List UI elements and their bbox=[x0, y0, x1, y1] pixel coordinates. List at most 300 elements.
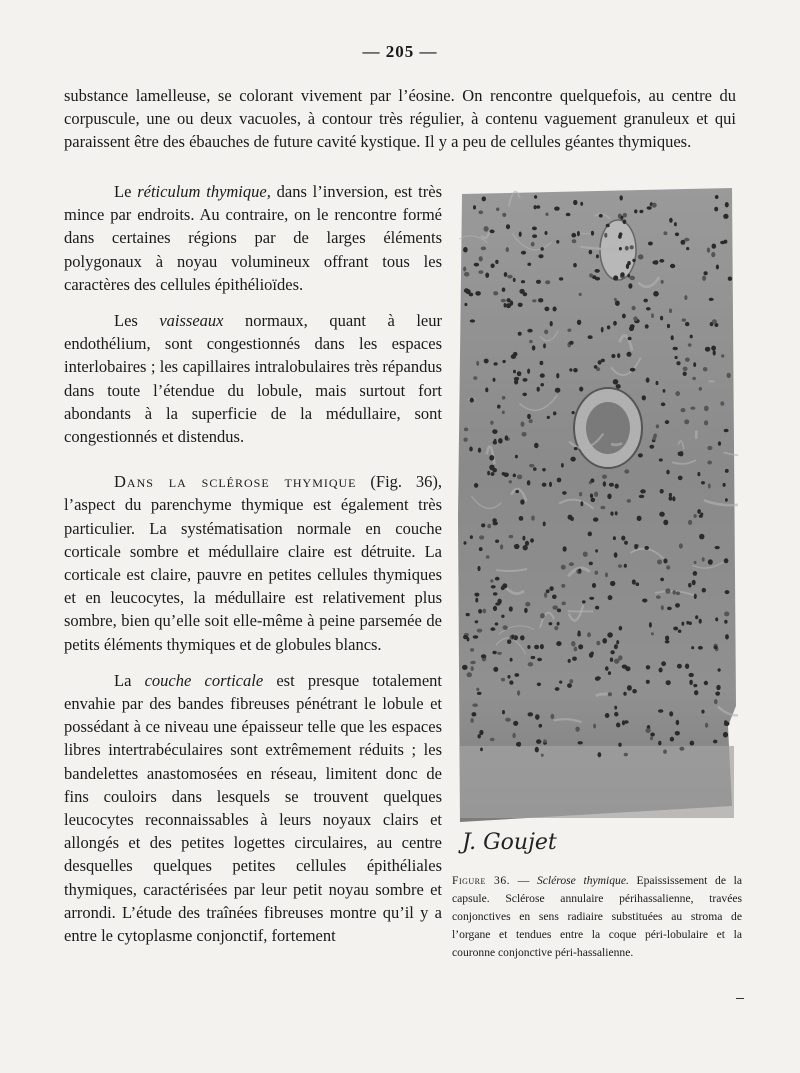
cell-nucleus bbox=[637, 516, 642, 521]
cell-nucleus bbox=[627, 499, 631, 503]
cell-nucleus bbox=[528, 662, 534, 666]
cell-nucleus bbox=[723, 214, 728, 219]
cell-nucleus bbox=[715, 617, 718, 621]
cell-nucleus bbox=[605, 572, 608, 577]
cell-nucleus bbox=[487, 471, 490, 476]
cell-nucleus bbox=[638, 453, 643, 457]
cell-nucleus bbox=[594, 365, 598, 369]
cell-nucleus bbox=[667, 607, 672, 611]
cell-nucleus bbox=[500, 544, 503, 549]
paragraph-text: dans l’inversion, est très mince par endroits. Au contraire, on le rencontre formé dans certaines régions par de larges éléments polygonaux à noyau volumineux offrant tous les caractères des cellules épithélioïdes. bbox=[64, 182, 443, 294]
cell-nucleus bbox=[492, 468, 497, 472]
cell-nucleus bbox=[716, 265, 719, 270]
cell-nucleus bbox=[611, 354, 615, 358]
cell-nucleus bbox=[478, 448, 481, 453]
cell-nucleus bbox=[590, 478, 594, 482]
cell-nucleus bbox=[602, 475, 607, 479]
cell-nucleus bbox=[653, 291, 659, 297]
cell-nucleus bbox=[551, 714, 555, 719]
cell-nucleus bbox=[715, 692, 720, 696]
cell-nucleus bbox=[606, 224, 610, 228]
cell-nucleus bbox=[698, 646, 703, 650]
cell-nucleus bbox=[561, 584, 565, 588]
cell-nucleus bbox=[527, 480, 531, 485]
cell-nucleus bbox=[663, 231, 667, 235]
cell-nucleus bbox=[593, 724, 596, 729]
cell-nucleus bbox=[697, 509, 701, 514]
cell-nucleus bbox=[610, 512, 613, 516]
cell-nucleus bbox=[514, 673, 519, 677]
cell-nucleus bbox=[474, 263, 479, 267]
cell-nucleus bbox=[556, 240, 559, 244]
cell-nucleus bbox=[676, 591, 681, 595]
cell-nucleus bbox=[544, 330, 548, 335]
cell-nucleus bbox=[724, 240, 728, 244]
cell-nucleus bbox=[595, 269, 600, 273]
cell-nucleus bbox=[689, 680, 693, 685]
cell-nucleus bbox=[502, 360, 505, 363]
cell-nucleus bbox=[504, 303, 507, 308]
cell-nucleus bbox=[495, 622, 499, 625]
cell-nucleus bbox=[484, 226, 489, 232]
cell-nucleus bbox=[549, 482, 552, 487]
cell-nucleus bbox=[711, 252, 715, 257]
cell-nucleus bbox=[684, 238, 689, 242]
illustrator-signature: J. Goujet bbox=[462, 830, 557, 855]
cell-nucleus bbox=[475, 620, 479, 623]
cell-nucleus bbox=[541, 247, 544, 251]
cell-nucleus bbox=[538, 298, 543, 302]
cell-nucleus bbox=[653, 436, 657, 441]
cell-nucleus bbox=[620, 216, 623, 220]
cell-nucleus bbox=[513, 352, 518, 356]
cell-nucleus bbox=[482, 609, 486, 614]
cell-nucleus bbox=[525, 602, 530, 607]
section-heading: Dans la sclérose thymique bbox=[114, 472, 357, 492]
cell-nucleus bbox=[540, 373, 545, 377]
cell-nucleus bbox=[513, 370, 516, 374]
cell-nucleus bbox=[685, 358, 690, 362]
cell-nucleus bbox=[464, 428, 468, 432]
cell-nucleus bbox=[491, 472, 495, 476]
paragraph-lead: La bbox=[114, 670, 145, 690]
cell-nucleus bbox=[725, 498, 728, 502]
cell-nucleus bbox=[622, 314, 626, 319]
cell-nucleus bbox=[571, 233, 576, 238]
cell-nucleus bbox=[463, 267, 466, 272]
cell-nucleus bbox=[492, 429, 497, 434]
cell-nucleus bbox=[633, 316, 637, 321]
cell-nucleus bbox=[624, 541, 628, 545]
cell-nucleus bbox=[537, 387, 540, 392]
cell-nucleus bbox=[571, 641, 575, 646]
cell-nucleus bbox=[501, 615, 504, 618]
cell-nucleus bbox=[463, 635, 468, 639]
cell-nucleus bbox=[656, 595, 661, 598]
cell-nucleus bbox=[723, 732, 728, 738]
cell-nucleus bbox=[506, 247, 509, 252]
cell-nucleus bbox=[681, 408, 686, 412]
cell-nucleus bbox=[489, 455, 494, 461]
cell-nucleus bbox=[493, 667, 498, 672]
cell-nucleus bbox=[494, 439, 497, 444]
cell-nucleus bbox=[540, 383, 544, 386]
cell-nucleus bbox=[569, 341, 574, 345]
cell-nucleus bbox=[708, 484, 711, 489]
cell-nucleus bbox=[703, 367, 708, 371]
cell-nucleus bbox=[675, 356, 678, 359]
cell-nucleus bbox=[595, 549, 598, 552]
cell-nucleus bbox=[718, 441, 721, 445]
cell-nucleus bbox=[661, 605, 664, 610]
cell-nucleus bbox=[518, 303, 523, 307]
cell-nucleus bbox=[478, 609, 482, 614]
cell-nucleus bbox=[714, 699, 718, 704]
cell-nucleus bbox=[721, 354, 724, 358]
cell-nucleus bbox=[469, 447, 473, 452]
cell-nucleus bbox=[660, 316, 663, 321]
cell-nucleus bbox=[600, 506, 605, 510]
cell-nucleus bbox=[481, 654, 486, 658]
cell-nucleus bbox=[587, 632, 591, 637]
paragraph-sclerose bbox=[64, 470, 442, 656]
cell-nucleus bbox=[540, 361, 544, 365]
cell-nucleus bbox=[646, 377, 650, 382]
cell-nucleus bbox=[704, 681, 708, 685]
cell-nucleus bbox=[527, 414, 531, 419]
cell-nucleus bbox=[510, 658, 513, 662]
cell-nucleus bbox=[616, 640, 619, 644]
cell-nucleus bbox=[707, 446, 712, 450]
cell-nucleus bbox=[689, 621, 692, 625]
cell-nucleus bbox=[541, 754, 544, 757]
paragraph-emphasis: vaisseaux bbox=[159, 311, 224, 331]
cell-nucleus bbox=[702, 588, 706, 593]
cell-nucleus bbox=[471, 666, 474, 671]
cell-nucleus bbox=[608, 692, 612, 696]
cell-nucleus bbox=[522, 536, 525, 541]
cell-nucleus bbox=[477, 629, 483, 633]
cell-nucleus bbox=[532, 299, 536, 302]
cell-nucleus bbox=[591, 498, 596, 502]
cell-nucleus bbox=[470, 398, 474, 403]
cell-nucleus bbox=[693, 362, 696, 367]
cell-nucleus bbox=[467, 672, 472, 677]
cell-nucleus bbox=[623, 220, 627, 225]
cell-nucleus bbox=[480, 748, 483, 752]
cell-nucleus bbox=[502, 288, 506, 292]
cell-nucleus bbox=[686, 621, 689, 625]
cell-nucleus bbox=[688, 520, 692, 525]
cell-nucleus bbox=[522, 393, 527, 397]
cell-nucleus bbox=[613, 536, 616, 540]
cell-nucleus bbox=[540, 644, 544, 649]
cell-nucleus bbox=[502, 411, 505, 415]
cell-nucleus bbox=[672, 590, 676, 595]
cell-nucleus bbox=[589, 273, 593, 277]
cell-nucleus bbox=[650, 733, 655, 737]
cell-nucleus bbox=[702, 276, 706, 281]
cell-nucleus bbox=[502, 213, 506, 217]
cell-nucleus bbox=[546, 589, 550, 593]
cell-nucleus bbox=[595, 676, 601, 680]
cell-nucleus bbox=[530, 538, 534, 542]
cell-nucleus bbox=[661, 661, 666, 666]
cell-nucleus bbox=[543, 522, 546, 527]
cell-nucleus bbox=[529, 464, 534, 468]
cell-nucleus bbox=[723, 483, 726, 487]
cell-nucleus bbox=[539, 724, 543, 728]
cell-nucleus bbox=[692, 377, 696, 380]
cell-nucleus bbox=[507, 675, 510, 679]
cell-nucleus bbox=[537, 683, 541, 687]
cell-nucleus bbox=[630, 245, 634, 249]
cell-nucleus bbox=[466, 613, 470, 616]
cell-nucleus bbox=[652, 261, 657, 265]
cell-nucleus bbox=[638, 254, 644, 259]
cell-nucleus bbox=[618, 564, 622, 567]
cell-nucleus bbox=[624, 469, 629, 473]
cell-nucleus bbox=[513, 721, 518, 726]
paragraph-lead: Les bbox=[114, 311, 160, 331]
cell-nucleus bbox=[614, 644, 618, 649]
cell-nucleus bbox=[705, 347, 710, 352]
cell-nucleus bbox=[615, 511, 618, 515]
cell-nucleus bbox=[557, 609, 561, 613]
cell-nucleus bbox=[663, 520, 668, 526]
cell-nucleus bbox=[595, 277, 600, 281]
cell-nucleus bbox=[552, 595, 557, 600]
paragraph-text: est presque totalement envahie par des bandes fibreuses pénétrant le lobule et possédant à ce niveau une épaisseur telle que les espaces libres intertrabéculaires sont extrêmement réduits ; les bandelettes anastomosées en réseau, limitent donc de fins couloirs dans lesquels se trouvent quelques leucocytes reconnaissables à leurs noyaux clairs et allongés et des petites logettes circulaires, au centre desquelles quelques petites cellules épithéliales thymiques, caractérisées par leur petit noyau sombre et arrondi. L’étude des traînées fibreuses montre qu’il y a entre le cytoplasme conjonctif, fortement bbox=[64, 670, 442, 946]
cell-nucleus bbox=[699, 534, 704, 540]
cell-nucleus bbox=[724, 558, 729, 563]
cell-nucleus bbox=[605, 713, 610, 718]
cell-nucleus bbox=[501, 586, 505, 590]
cell-nucleus bbox=[675, 603, 680, 608]
cell-nucleus bbox=[543, 343, 546, 348]
cell-nucleus bbox=[473, 205, 476, 209]
cell-nucleus bbox=[603, 481, 606, 486]
cell-nucleus bbox=[569, 562, 574, 566]
cell-nucleus bbox=[556, 373, 559, 378]
cell-nucleus bbox=[509, 480, 512, 483]
cell-nucleus bbox=[675, 391, 680, 396]
cell-nucleus bbox=[487, 524, 491, 528]
cell-nucleus bbox=[574, 447, 578, 450]
cell-nucleus bbox=[572, 657, 577, 661]
cell-nucleus bbox=[634, 209, 637, 213]
cell-nucleus bbox=[497, 405, 501, 409]
cell-nucleus bbox=[515, 455, 518, 459]
cell-nucleus bbox=[683, 367, 688, 372]
cell-nucleus bbox=[701, 710, 704, 714]
cell-nucleus bbox=[613, 275, 618, 280]
cell-nucleus bbox=[542, 468, 546, 471]
cell-nucleus bbox=[514, 377, 519, 381]
cell-nucleus bbox=[699, 619, 702, 624]
cell-nucleus bbox=[497, 652, 502, 655]
cell-nucleus bbox=[509, 606, 513, 611]
cell-nucleus bbox=[534, 195, 537, 199]
cell-nucleus bbox=[543, 739, 547, 742]
cell-nucleus bbox=[498, 438, 503, 444]
cell-nucleus bbox=[702, 557, 705, 561]
cell-nucleus bbox=[661, 280, 664, 284]
cell-nucleus bbox=[491, 264, 495, 269]
cell-nucleus bbox=[678, 452, 681, 456]
cell-nucleus bbox=[669, 218, 673, 223]
cell-nucleus bbox=[666, 470, 669, 475]
cell-nucleus bbox=[658, 741, 661, 746]
cell-nucleus bbox=[507, 275, 512, 279]
cell-nucleus bbox=[516, 742, 521, 746]
cell-nucleus bbox=[704, 420, 708, 425]
cell-nucleus bbox=[582, 600, 586, 603]
cell-nucleus bbox=[566, 213, 571, 217]
cell-nucleus bbox=[620, 195, 623, 200]
cell-nucleus bbox=[486, 555, 490, 559]
cell-nucleus bbox=[663, 750, 667, 754]
cell-nucleus bbox=[529, 419, 533, 423]
cell-nucleus bbox=[651, 313, 654, 318]
cell-nucleus bbox=[496, 208, 499, 212]
cell-nucleus bbox=[470, 661, 476, 665]
cell-nucleus bbox=[639, 210, 643, 213]
cell-nucleus bbox=[502, 396, 506, 400]
cell-nucleus bbox=[695, 615, 698, 619]
cell-nucleus bbox=[690, 335, 693, 339]
cell-nucleus bbox=[614, 298, 617, 302]
paragraph-vaisseaux bbox=[64, 309, 442, 448]
cell-nucleus bbox=[528, 712, 534, 716]
cell-nucleus bbox=[503, 625, 508, 630]
cell-nucleus bbox=[554, 626, 558, 630]
cell-nucleus bbox=[656, 381, 659, 385]
cell-nucleus bbox=[519, 289, 524, 294]
cell-nucleus bbox=[690, 407, 695, 410]
cell-nucleus bbox=[671, 335, 674, 340]
cell-nucleus bbox=[607, 494, 611, 500]
cell-nucleus bbox=[613, 321, 617, 326]
cell-nucleus bbox=[494, 362, 498, 365]
cell-nucleus bbox=[724, 429, 729, 433]
cell-nucleus bbox=[682, 318, 686, 321]
cell-nucleus bbox=[693, 514, 696, 518]
cell-nucleus bbox=[625, 666, 630, 671]
cell-nucleus bbox=[623, 213, 627, 218]
cell-nucleus bbox=[589, 562, 593, 566]
cell-nucleus bbox=[677, 664, 682, 669]
cell-nucleus bbox=[588, 335, 593, 339]
cell-nucleus bbox=[477, 566, 480, 571]
cell-nucleus bbox=[493, 291, 498, 295]
cell-nucleus bbox=[531, 242, 535, 247]
cell-nucleus bbox=[575, 727, 579, 732]
cell-nucleus bbox=[521, 280, 525, 283]
cell-nucleus bbox=[674, 222, 677, 226]
cell-nucleus bbox=[601, 359, 605, 363]
cell-nucleus bbox=[595, 571, 599, 575]
intro-paragraph: substance lamelleuse, se colorant vivement par l’éosine. On rencontre quelquefois, au centre du corpuscule, une ou deux vacuoles, à contour très régulier, à contenu vaguement granuleux et qui paraissent être des ébauches de future cavité kystique. Il y a peu de cellules géantes thymiques. bbox=[64, 86, 736, 151]
cell-nucleus bbox=[544, 307, 549, 312]
cell-nucleus bbox=[579, 492, 582, 496]
cell-nucleus bbox=[708, 559, 713, 565]
cell-nucleus bbox=[464, 272, 469, 277]
cell-nucleus bbox=[474, 593, 479, 597]
cell-nucleus bbox=[718, 668, 721, 672]
cell-nucleus bbox=[517, 475, 522, 480]
cell-nucleus bbox=[570, 517, 574, 521]
cell-nucleus bbox=[537, 658, 542, 661]
cell-nucleus bbox=[618, 743, 621, 747]
cell-nucleus bbox=[481, 247, 486, 251]
cell-nucleus bbox=[720, 401, 724, 405]
cell-nucleus bbox=[495, 540, 499, 543]
cell-nucleus bbox=[477, 692, 482, 695]
cell-nucleus bbox=[608, 671, 611, 675]
cell-nucleus bbox=[472, 703, 478, 707]
cell-nucleus bbox=[679, 747, 684, 751]
cell-nucleus bbox=[501, 678, 505, 682]
cell-nucleus bbox=[728, 277, 732, 281]
cell-nucleus bbox=[624, 753, 628, 757]
cell-nucleus bbox=[610, 650, 614, 654]
cell-nucleus bbox=[588, 532, 592, 537]
cell-nucleus bbox=[563, 546, 567, 551]
cell-nucleus bbox=[725, 469, 729, 473]
cell-nucleus bbox=[513, 474, 516, 478]
cell-nucleus bbox=[573, 368, 578, 372]
cell-nucleus bbox=[475, 291, 481, 296]
cell-nucleus bbox=[650, 736, 653, 740]
cell-nucleus bbox=[673, 347, 678, 351]
cell-nucleus bbox=[659, 668, 663, 673]
cell-nucleus bbox=[495, 260, 498, 264]
cell-nucleus bbox=[591, 231, 594, 236]
cell-nucleus bbox=[531, 656, 536, 659]
cell-nucleus bbox=[474, 483, 478, 488]
cell-nucleus bbox=[724, 612, 729, 617]
cell-nucleus bbox=[658, 709, 663, 712]
cell-nucleus bbox=[478, 270, 483, 274]
cell-nucleus bbox=[535, 714, 540, 720]
cell-nucleus bbox=[660, 489, 664, 494]
cell-nucleus bbox=[716, 685, 720, 690]
cell-nucleus bbox=[683, 372, 687, 376]
cell-nucleus bbox=[665, 636, 669, 641]
cell-nucleus bbox=[556, 641, 561, 646]
cell-nucleus bbox=[572, 239, 577, 243]
paragraph-text: normaux, quant à leur endothélium, sont congestionnés dans les espaces interlobaires ; les capillaires intralobulaires très répandus dans toute l’étendue du lobule, mais surtout fort abondants à la superficie de la médullaire, sont congestionnés et distendus. bbox=[64, 311, 442, 447]
cell-nucleus bbox=[478, 210, 483, 214]
cell-nucleus bbox=[471, 712, 476, 716]
cell-nucleus bbox=[531, 515, 535, 520]
cell-nucleus bbox=[573, 263, 577, 267]
cell-nucleus bbox=[621, 536, 625, 541]
cell-nucleus bbox=[505, 435, 509, 440]
cell-nucleus bbox=[701, 481, 705, 484]
cell-nucleus bbox=[495, 577, 500, 581]
cell-nucleus bbox=[670, 737, 674, 742]
cell-nucleus bbox=[628, 337, 632, 341]
cell-nucleus bbox=[475, 598, 478, 603]
cell-nucleus bbox=[697, 472, 700, 476]
cell-nucleus bbox=[490, 627, 495, 631]
cell-nucleus bbox=[678, 630, 682, 633]
cell-nucleus bbox=[724, 620, 727, 624]
cell-nucleus bbox=[493, 606, 497, 611]
cell-nucleus bbox=[675, 233, 679, 237]
